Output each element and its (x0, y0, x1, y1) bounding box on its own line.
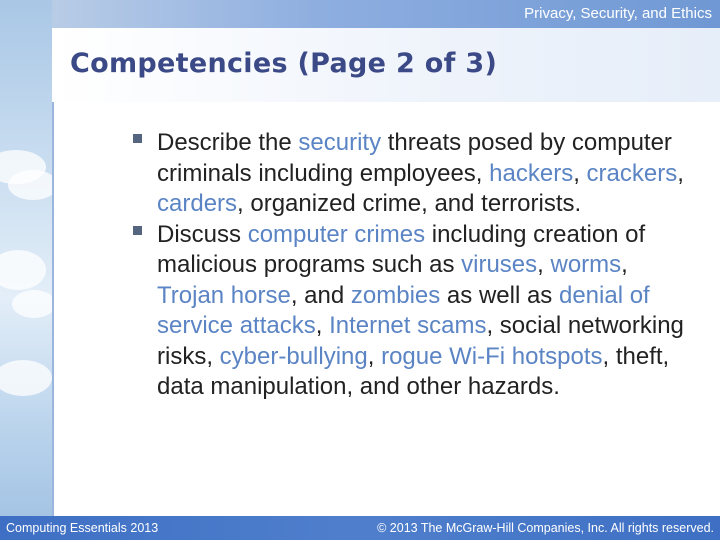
slide-title: Competencies (Page 2 of 3) (70, 48, 498, 79)
bullet-text: , organized crime, and terrorists. (237, 190, 582, 217)
title-area (52, 28, 720, 102)
key-term: Trojan horse (157, 281, 291, 309)
bullet-text: , (677, 159, 684, 187)
bullet-text: Discuss (157, 220, 248, 248)
bullet-text: , (315, 312, 330, 339)
footer-book-title: Computing Essentials 2013 (6, 521, 159, 535)
bullet-text: Describe the (157, 129, 299, 156)
bullet-text: , (537, 251, 551, 278)
bullet-item (132, 220, 692, 403)
footer-bar (0, 516, 720, 540)
bullet-text: , (367, 342, 382, 370)
key-term: security (298, 129, 382, 156)
key-term: rogue Wi-Fi hotspots (381, 342, 603, 370)
bullet-text: as well as (440, 281, 559, 309)
header-bar (52, 0, 720, 28)
bullet-text: , social networking risks, (157, 312, 684, 370)
bullet-item (132, 128, 692, 220)
key-term: hackers (489, 159, 574, 187)
key-term: viruses (461, 251, 538, 278)
bullet-text: threats posed by computer criminals including employees, (157, 129, 672, 187)
bullet-list (132, 128, 692, 403)
key-term: carders (157, 190, 238, 217)
decorative-sky-strip (0, 0, 52, 540)
footer-copyright: © 2013 The McGraw-Hill Companies, Inc. All rights reserved. (377, 521, 714, 535)
square-bullet-icon (133, 134, 142, 143)
bullet-text: , theft, data manipulation, and other hazards. (157, 342, 670, 400)
square-bullet-icon (133, 226, 142, 235)
bullet-text: , (573, 159, 587, 187)
bullet-text: , (621, 251, 628, 278)
divider (52, 102, 54, 516)
key-term: Internet scams (329, 312, 487, 339)
key-term: cyber-bullying (219, 342, 368, 370)
key-term: computer crimes (247, 220, 426, 248)
key-term: crackers (586, 159, 678, 187)
key-term: zombies (350, 281, 441, 309)
bullet-text: including creation of malicious programs such as (157, 220, 646, 278)
bullet-text: , and (290, 281, 351, 309)
key-term: worms (550, 251, 622, 278)
key-term: denial of service attacks (157, 281, 650, 339)
section-title: Privacy, Security, and Ethics (524, 5, 712, 22)
